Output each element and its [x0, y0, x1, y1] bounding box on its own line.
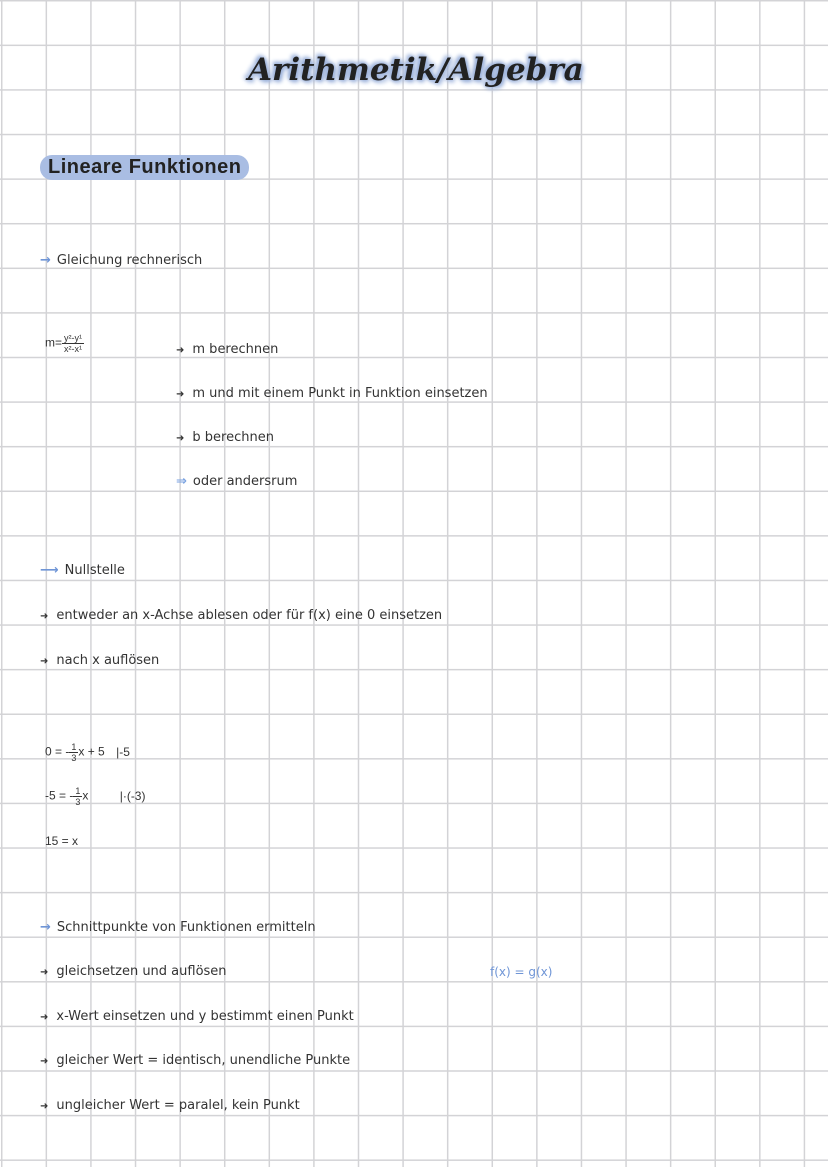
page-title: Arithmetik/Algebra [248, 52, 584, 88]
formula-denominator: x²-x¹ [64, 344, 83, 354]
section-schnittpunkte-label [40, 920, 316, 935]
eq-operation: |·(-3) [119, 788, 146, 803]
section-nullstelle-label [40, 563, 125, 578]
bullet-text: entweder an x-Achse ablesen oder für f(x) eine 0 einsetzen [56, 608, 443, 623]
formula-fraction [62, 333, 84, 354]
bullet-text: gleichsetzen und auflösen [56, 964, 227, 979]
bullet-item [40, 964, 227, 979]
equation-step-2 [45, 786, 145, 807]
bullet-arrow-icon: ➜ [40, 656, 49, 667]
bullet-item [40, 1009, 354, 1024]
bullet-item [40, 653, 159, 668]
eq-fraction [73, 786, 82, 807]
bullet-arrow-icon: ➜ [176, 389, 185, 400]
bullet-arrow-icon: ➜ [176, 433, 185, 444]
side-note-formula: f(x) = g(x) [490, 965, 553, 979]
slope-formula [45, 333, 84, 354]
section-label-text: Nullstelle [64, 563, 125, 578]
bullet-arrow-icon: ➜ [40, 1012, 49, 1023]
bullet-item [40, 1098, 300, 1113]
bullet-item [40, 608, 442, 623]
alt-text: oder andersrum [192, 474, 298, 489]
bullet-arrow-icon: ➜ [40, 611, 49, 622]
section-gleichung-label [40, 253, 202, 268]
alt-item [176, 474, 297, 489]
bullet-arrow-icon: ➜ [40, 1101, 49, 1112]
equation-step-3: 15 = x [45, 834, 79, 848]
bullet-text: ungleicher Wert = paralel, kein Punkt [56, 1098, 300, 1113]
formula-numerator: y²-y¹ [64, 333, 83, 343]
step-text: b berechnen [192, 430, 274, 445]
bullet-text: nach x auflösen [56, 653, 160, 668]
bullet-item [40, 1053, 350, 1068]
eq-left: -5 = - [45, 788, 74, 803]
eq-num: 1 [75, 786, 81, 796]
bullet-text: x-Wert einsetzen und y bestimmt einen Punkt [56, 1009, 354, 1024]
right-arrow-icon: ⟶ [40, 563, 59, 578]
eq-den: 3 [75, 797, 81, 807]
eq-num: 1 [71, 742, 77, 752]
bullet-text: gleicher Wert = identisch, unendliche Punkte [56, 1053, 351, 1068]
section-heading: Lineare Funktionen [40, 155, 249, 180]
right-arrow-icon: → [40, 920, 51, 935]
section-label-text: Gleichung rechnerisch [56, 253, 203, 268]
step-text: m und mit einem Punkt in Funktion einsetzen [192, 386, 488, 401]
step-item [176, 342, 278, 357]
eq-den: 3 [71, 753, 77, 763]
eq-right: x + 5 [78, 744, 105, 759]
step-text: m berechnen [192, 342, 279, 357]
section-label-text: Schnittpunkte von Funktionen ermitteln [56, 920, 316, 935]
double-arrow-icon: ⇒ [176, 474, 187, 489]
right-arrow-icon: → [40, 253, 51, 268]
eq-right: x [82, 788, 89, 803]
step-item [176, 386, 488, 401]
eq-left: 0 = - [45, 744, 70, 759]
equation-step-1 [45, 742, 130, 763]
bullet-arrow-icon: ➜ [40, 1056, 49, 1067]
formula-lhs: m= [45, 335, 63, 350]
bullet-arrow-icon: ➜ [40, 967, 49, 978]
bullet-arrow-icon: ➜ [176, 345, 185, 356]
step-item [176, 430, 274, 445]
eq-operation: |-5 [116, 744, 130, 759]
